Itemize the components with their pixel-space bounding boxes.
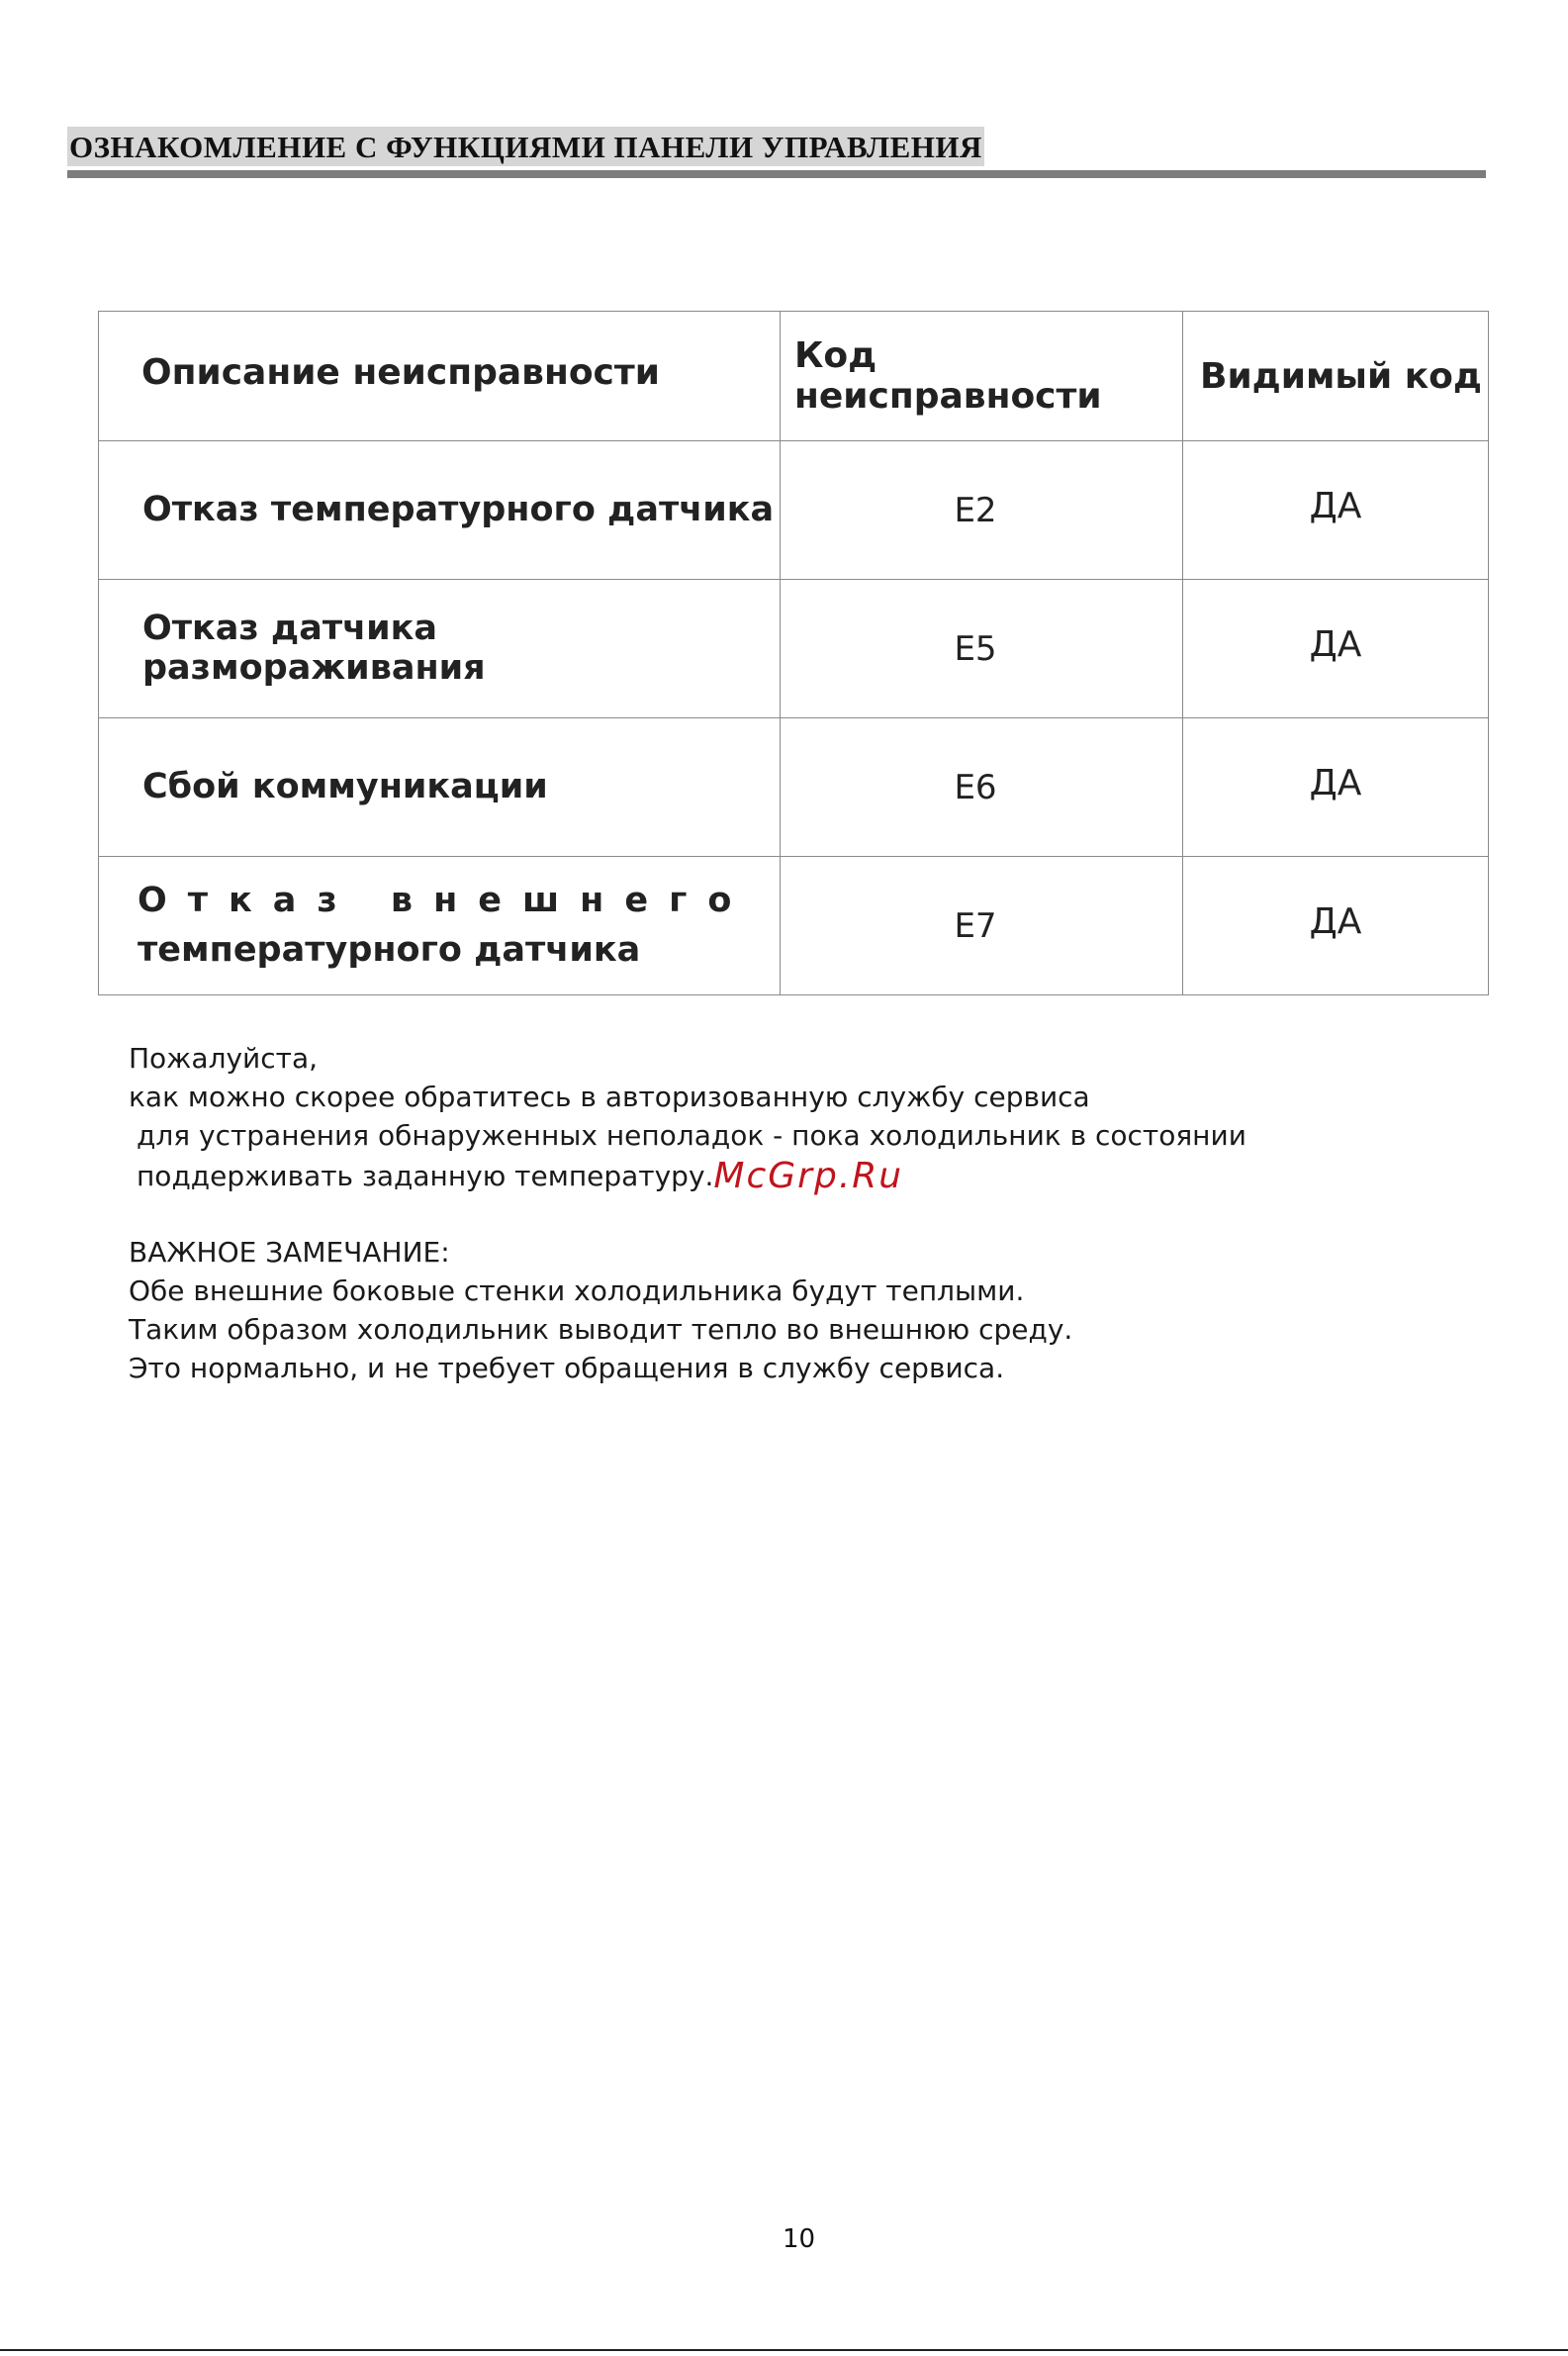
fault-code: E7 [781, 857, 1183, 995]
header-visible: Видимый код [1183, 312, 1489, 441]
bottom-border [0, 2349, 1568, 2351]
fault-visible: ДА [1183, 718, 1489, 857]
fault-description-line2: температурного датчика [138, 929, 641, 970]
notice-line: как можно скорее обратитесь в авторизованную службу сервиса [129, 1081, 1090, 1113]
important-title: ВАЖНОЕ ЗАМЕЧАНИЕ: [129, 1236, 450, 1269]
watermark-text: McGrp.Ru [713, 1156, 904, 1196]
fault-description: Отказ температурного датчика [99, 441, 781, 580]
table-row [99, 441, 1489, 580]
table-row [99, 718, 1489, 857]
heading-underline [67, 170, 1486, 178]
table-row [99, 580, 1489, 718]
important-line: Обе внешние боковые стенки холодильника будут теплыми. [129, 1274, 1025, 1307]
header-description: Описание неисправности [99, 312, 781, 441]
notice-line: Пожалуйста, [129, 1042, 318, 1075]
fault-description-line1: Отказ внешнего [138, 880, 753, 920]
table-header-row [99, 312, 1489, 441]
fault-code-table [98, 311, 1489, 995]
fault-description: Отказ датчика размораживания [99, 580, 781, 718]
fault-code: E6 [781, 718, 1183, 857]
page-number: 10 [782, 2224, 816, 2254]
fault-code: E2 [781, 441, 1183, 580]
fault-description [99, 857, 781, 995]
table-row [99, 857, 1489, 995]
important-note [129, 1233, 1072, 1387]
important-line: Таким образом холодильник выводит тепло во внешнюю среду. [129, 1313, 1073, 1346]
notice-line: поддерживать заданную температуру. [137, 1160, 714, 1192]
fault-code: E5 [781, 580, 1183, 718]
fault-visible: ДА [1183, 580, 1489, 718]
fault-visible: ДА [1183, 857, 1489, 995]
important-line: Это нормально, и не требует обращения в службу сервиса. [129, 1352, 1005, 1384]
fault-description: Сбой коммуникации [99, 718, 781, 857]
header-code: Код неисправности [781, 312, 1183, 441]
page-title: ОЗНАКОМЛЕНИЕ С ФУНКЦИЯМИ ПАНЕЛИ УПРАВЛЕНИЯ [67, 127, 984, 166]
notice-line-with-watermark [129, 1155, 1246, 1195]
fault-visible: ДА [1183, 441, 1489, 580]
service-notice [129, 1039, 1246, 1195]
notice-line: для устранения обнаруженных неполадок - пока холодильник в состоянии [137, 1119, 1246, 1152]
